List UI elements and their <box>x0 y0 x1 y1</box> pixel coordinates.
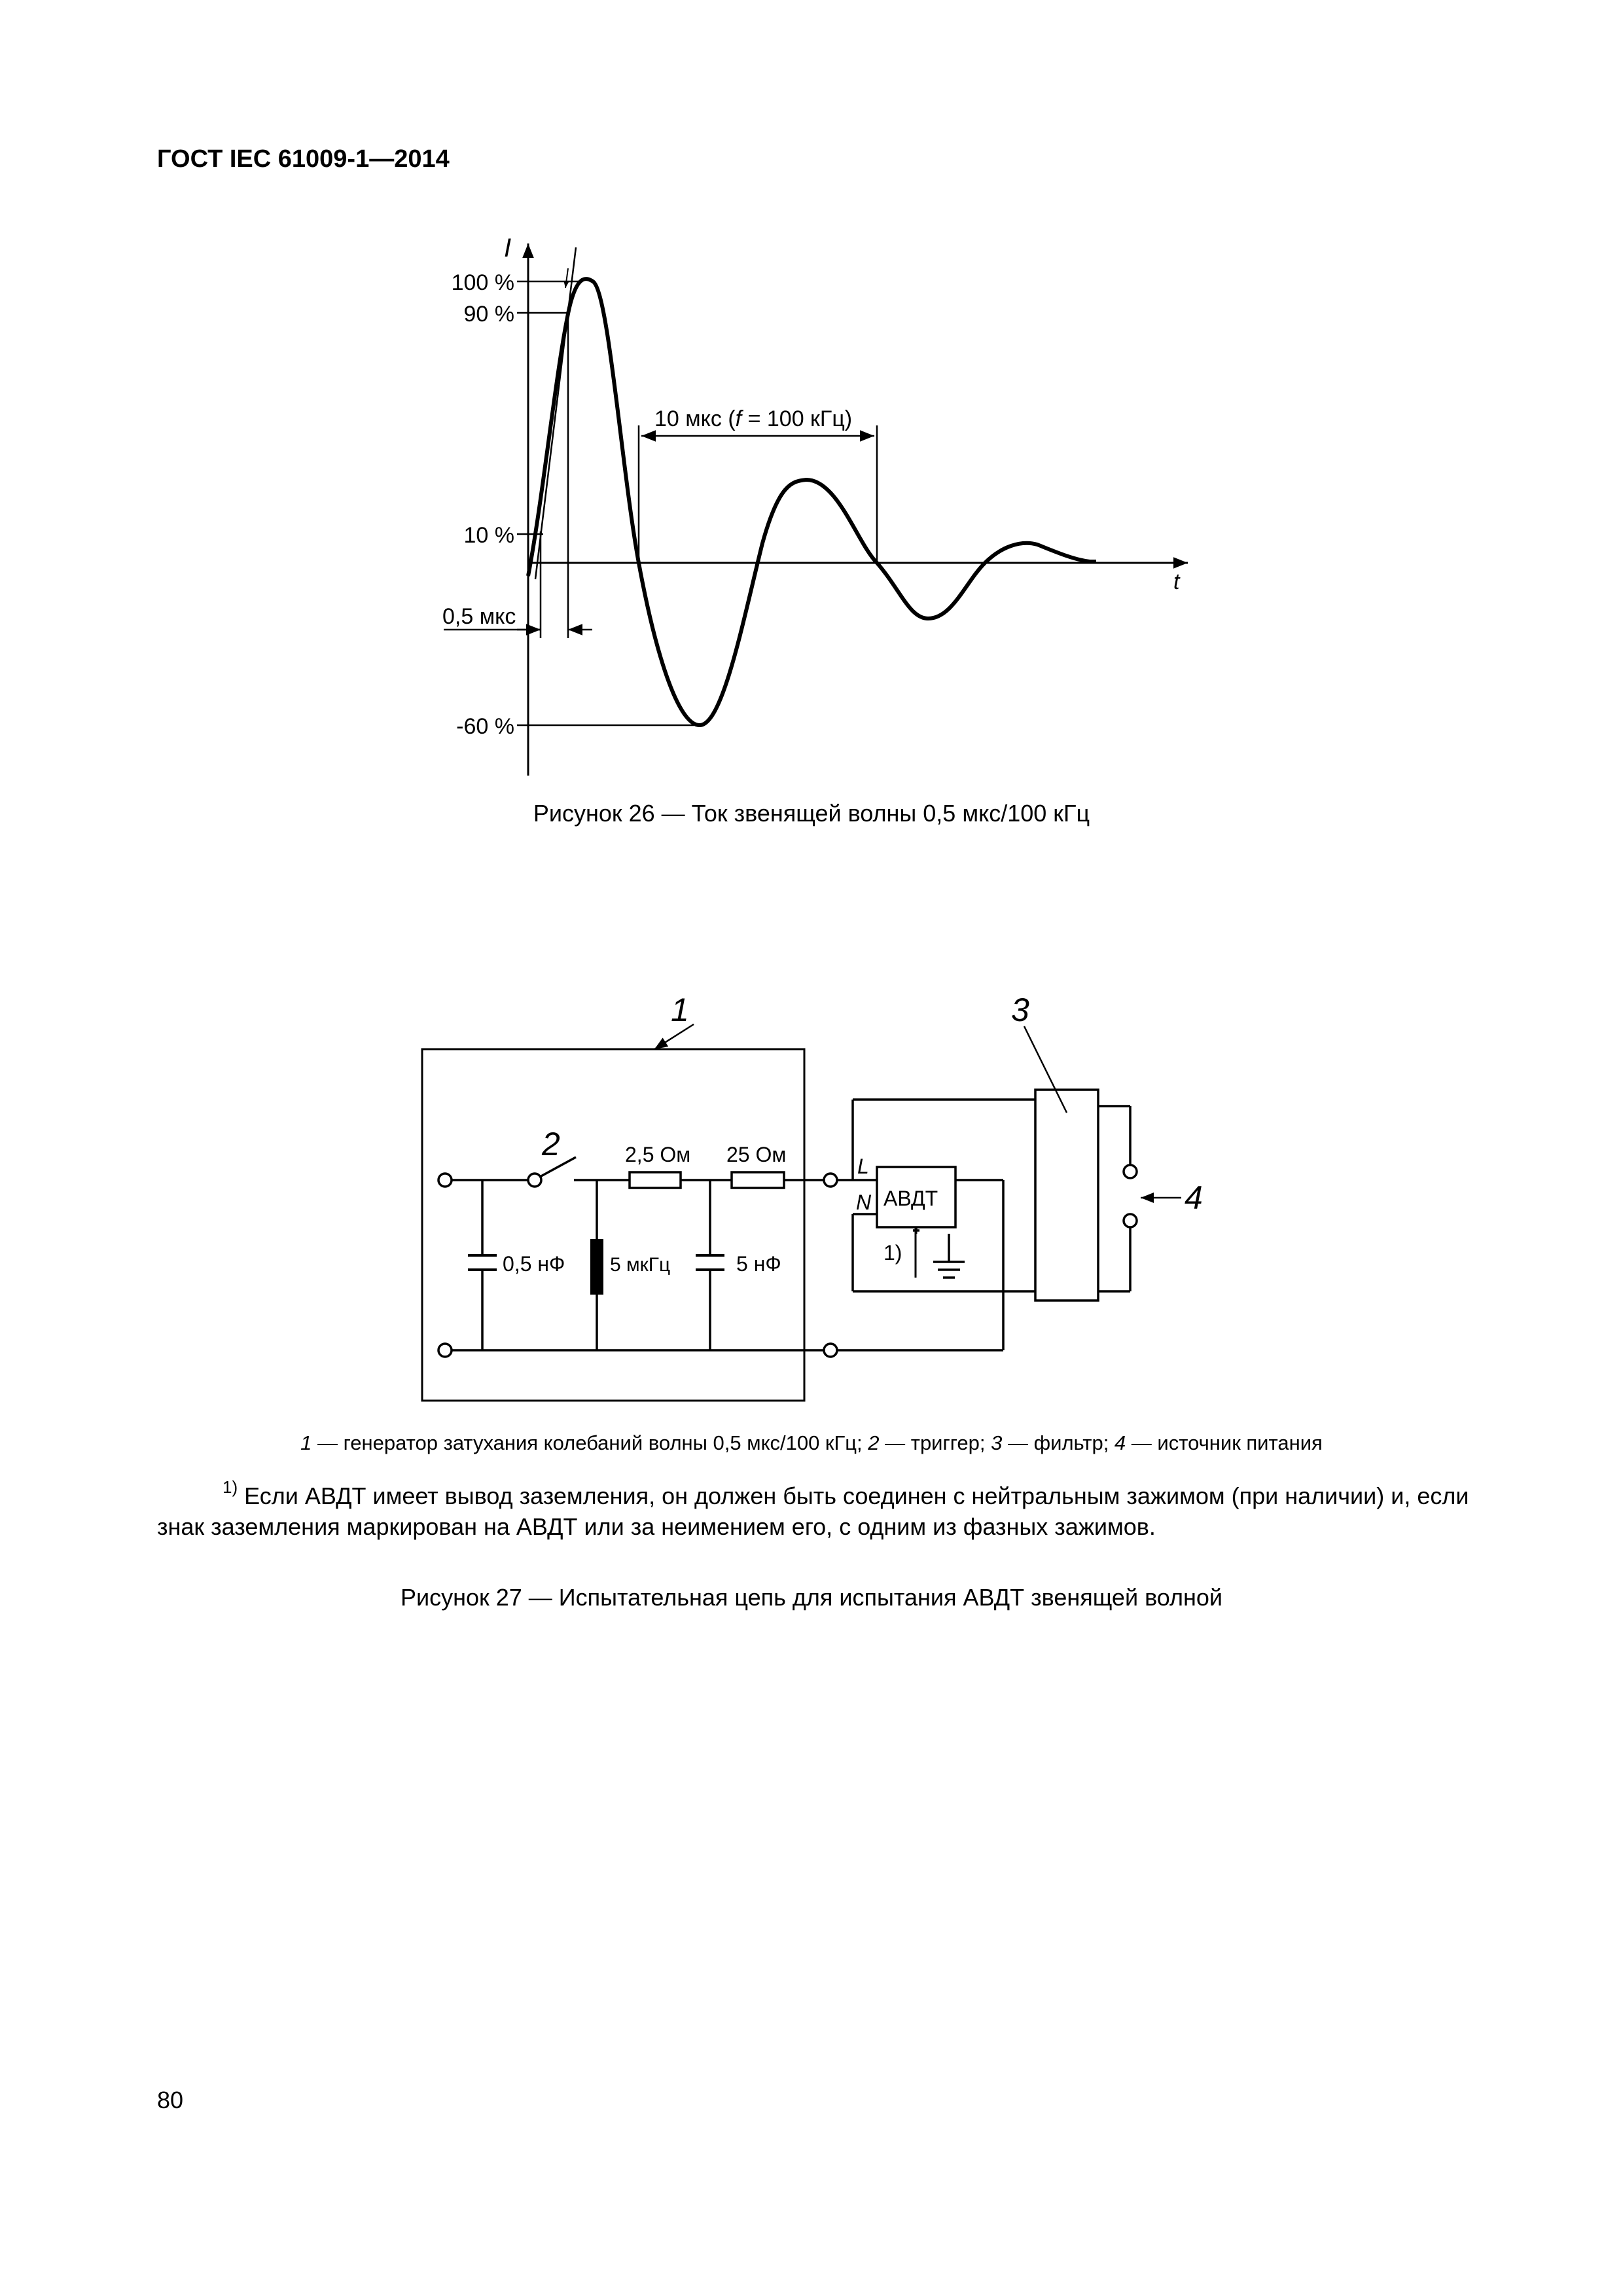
label-2: 2 <box>542 1126 560 1162</box>
label-4: 4 <box>1185 1179 1203 1216</box>
footnote-mark: 1) <box>223 1477 238 1497</box>
pin-l-label: L <box>857 1155 869 1178</box>
figure-27-legend: 1 — генератор затухания колебаний волны 0,5 мкс/100 кГц; 2 — триггер; 3 — фильтр; 4 — источник питания <box>300 1431 1323 1454</box>
resistor-25-ohm <box>630 1172 681 1188</box>
figure-26-caption: Рисунок 26 — Ток звенящей волны 0,5 мкс/100 кГц <box>533 800 1090 827</box>
capacitor-5nf <box>696 1255 724 1270</box>
label-c2: 5 нФ <box>736 1252 781 1276</box>
switch-contact <box>528 1174 541 1187</box>
footnote <box>157 1477 1486 1542</box>
label-c1: 0,5 нФ <box>503 1252 565 1276</box>
figure-27-test-circuit <box>0 969 1623 1420</box>
tangent-line <box>535 247 576 579</box>
figure-26-waveform <box>0 0 1623 818</box>
ringing-wave-curve <box>528 279 1096 725</box>
page-header: ГОСТ IEC 61009-1—2014 <box>157 145 450 173</box>
tangent-arrow <box>565 268 568 288</box>
filter-box <box>1035 1090 1098 1300</box>
label-minus60: -60 % <box>456 714 514 739</box>
note-ref-label: 1) <box>883 1241 902 1265</box>
label-05-mks: 0,5 мкс <box>442 604 516 629</box>
pin-n-label: N <box>856 1191 872 1214</box>
label-10: 10 % <box>463 523 514 548</box>
resistor-25-ohm-b <box>732 1172 784 1188</box>
y-axis-label: I <box>504 234 512 262</box>
output-terminal-top <box>824 1174 837 1187</box>
label-100: 100 % <box>451 270 514 295</box>
label-3: 3 <box>1011 992 1029 1028</box>
input-terminal-top <box>438 1174 452 1187</box>
label-r1: 2,5 Ом <box>625 1143 691 1166</box>
output-terminal-bottom <box>824 1344 837 1357</box>
page-number: 80 <box>157 2087 184 2113</box>
label-1: 1 <box>671 992 689 1028</box>
generator-box <box>422 1049 804 1401</box>
input-terminal-bottom <box>438 1344 452 1357</box>
capacitor-05nf <box>468 1255 497 1270</box>
period-label: 10 мкс (f = 100 кГц) <box>654 406 853 431</box>
label-90: 90 % <box>463 302 514 327</box>
earth-ground-icon <box>913 1227 965 1278</box>
label-l1: 5 мкГц <box>610 1254 671 1276</box>
avdt-label: АВДТ <box>883 1187 938 1210</box>
source-terminal-top <box>1124 1165 1137 1178</box>
label-r2: 25 Ом <box>726 1143 787 1166</box>
x-axis-label: t <box>1173 569 1180 594</box>
source-terminal-bottom <box>1124 1214 1137 1227</box>
figure-27-caption: Рисунок 27 — Испытательная цепь для испытания АВДТ звенящей волной <box>400 1584 1223 1611</box>
inductor-5mkgc <box>590 1239 603 1295</box>
footnote-text: Если АВДТ имеет вывод заземления, он должен быть соединен с нейтральным зажимом (при наличии) и, если знак заземления маркирован на АВДТ или за неимением его, с одним из фазных зажимов. <box>157 1482 1469 1540</box>
